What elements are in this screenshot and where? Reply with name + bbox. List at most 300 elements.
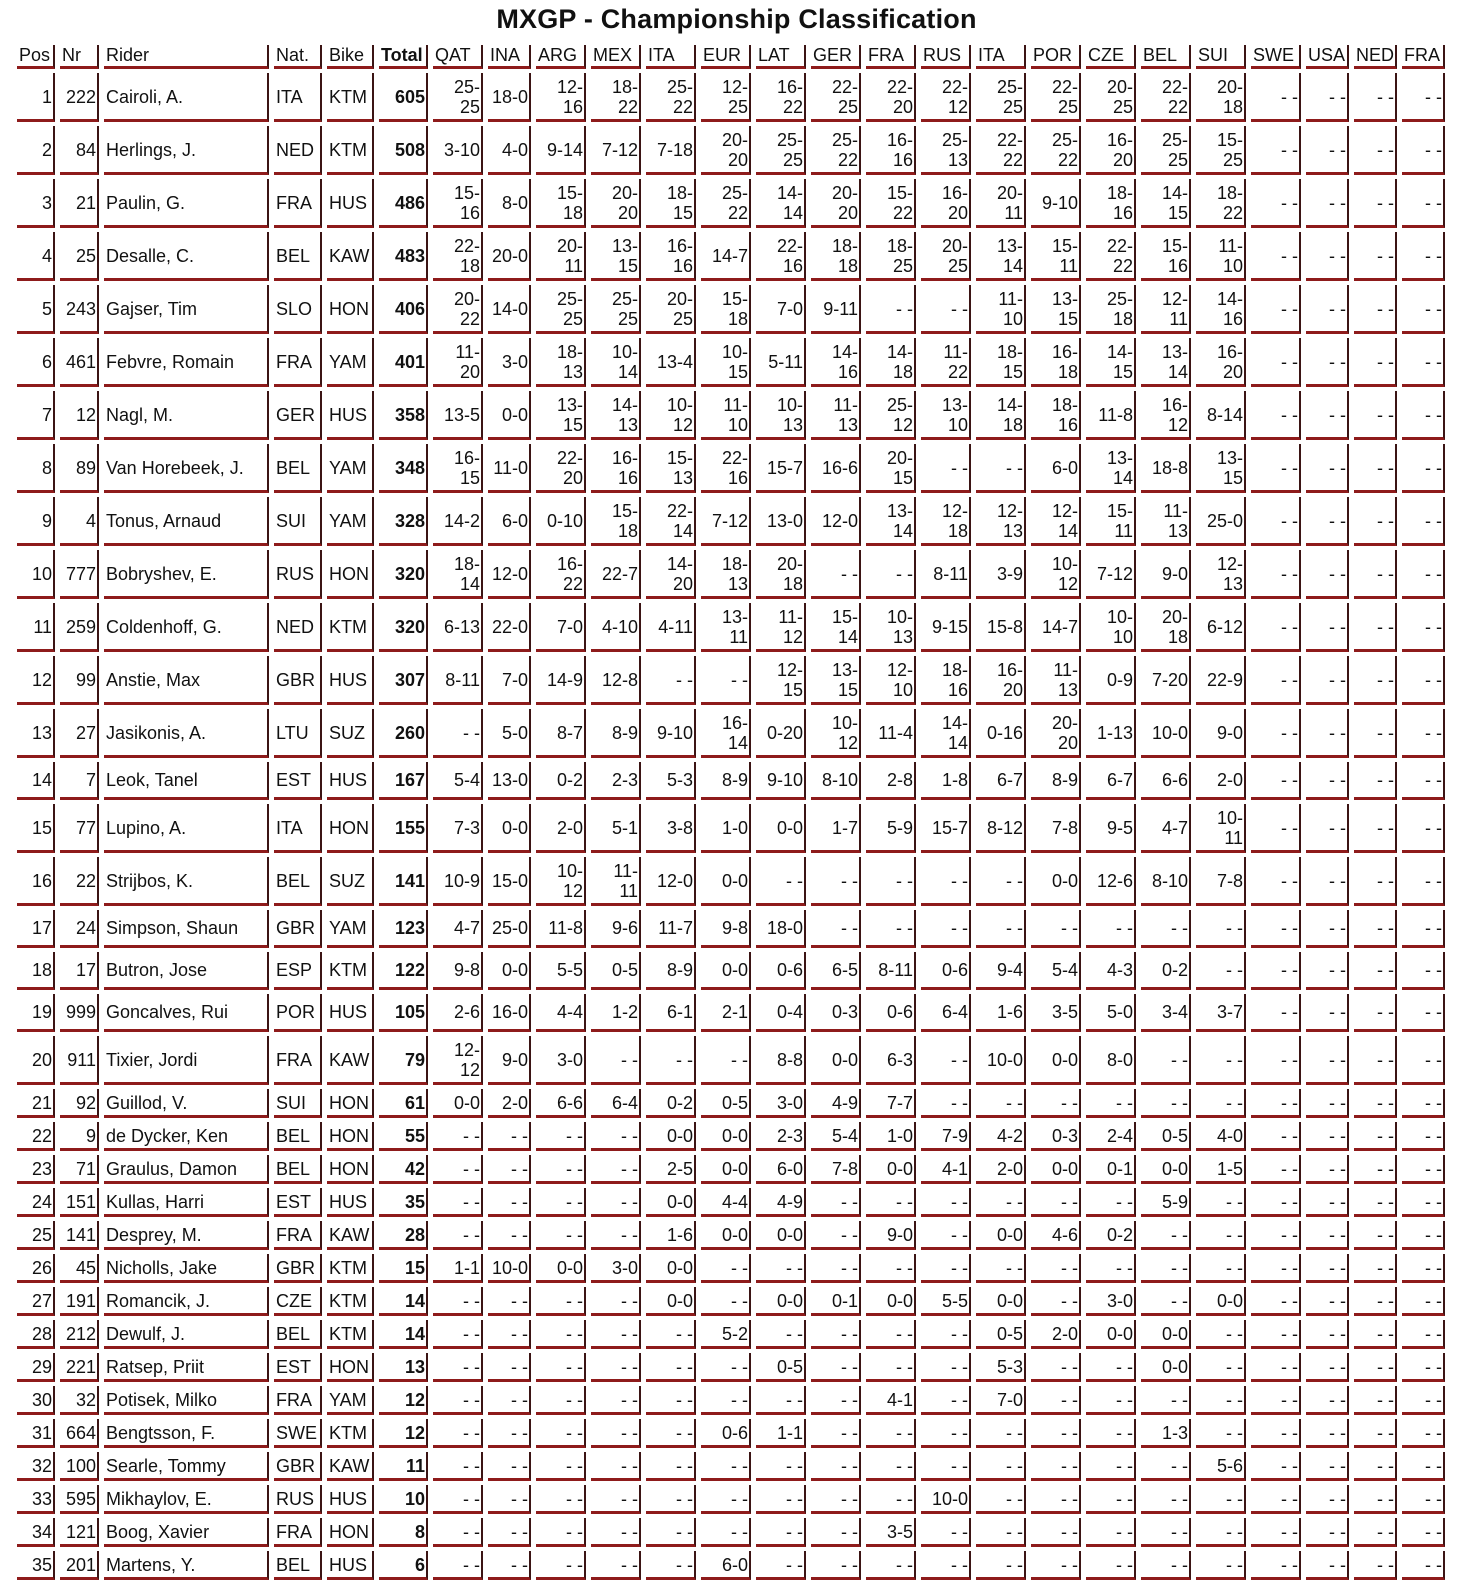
table-row[interactable] (17, 709, 1445, 758)
table-row[interactable] (17, 391, 1445, 440)
round-result-cell (1031, 73, 1081, 122)
round-result-cell: 0-0 (433, 1089, 483, 1118)
round-result-cell: - - (866, 1551, 916, 1580)
round-result-cell (976, 338, 1026, 387)
round-result-cell: - - (536, 1320, 586, 1349)
rider-name-cell: Searle, Tommy (104, 1452, 269, 1481)
round-result-cell: - - (866, 1188, 916, 1217)
round-result-cell: 0-0 (701, 1122, 751, 1151)
round-result-cell: - - (1141, 910, 1191, 948)
page-title: MXGP - Championship Classification (496, 4, 977, 34)
round-result-cell: - - (811, 1518, 861, 1547)
col-header-round[interactable]: LAT (756, 45, 806, 69)
result-first-race: 11- (833, 394, 858, 415)
col-header-round[interactable]: ITA (646, 45, 696, 69)
round-result-cell: 0-0 (1031, 1155, 1081, 1184)
round-result-cell (591, 444, 641, 493)
round-result-cell: 8-0 (1086, 1036, 1136, 1085)
bike-cell: YAM (327, 910, 374, 948)
number-cell: 461 (60, 338, 99, 387)
col-header-round[interactable]: QAT (433, 45, 483, 69)
col-header-round[interactable]: ITA (976, 45, 1026, 69)
result-second-race: 18 (947, 520, 968, 541)
round-result-cell: 2-3 (756, 1122, 806, 1151)
round-result-cell (536, 391, 586, 440)
round-result-cell (811, 232, 861, 281)
result-second-race: 14 (782, 202, 803, 223)
round-result-cell: - - (811, 1551, 861, 1580)
round-result-cell (646, 444, 696, 493)
col-header-round[interactable]: BEL (1141, 45, 1191, 69)
result-first-race: 10- (886, 606, 913, 627)
table-row[interactable] (17, 285, 1445, 334)
round-result-cell: - - (1196, 1419, 1246, 1448)
table-row[interactable] (17, 994, 1445, 1032)
table-row[interactable] (17, 1221, 1445, 1250)
result-first-race: 13- (1051, 288, 1078, 309)
round-result-cell (811, 603, 861, 652)
round-result-cell: 4-9 (811, 1089, 861, 1118)
round-result-cell (1141, 179, 1191, 228)
round-result-cell: 5-0 (1086, 994, 1136, 1032)
round-result-cell: 6-6 (1141, 762, 1191, 800)
round-result-cell: 4-3 (1086, 952, 1136, 990)
table-row[interactable] (17, 126, 1445, 175)
table-row[interactable] (17, 338, 1445, 387)
result-first-race: 13- (1216, 447, 1243, 468)
table-row[interactable] (17, 857, 1445, 906)
round-result-cell: - - (811, 1452, 861, 1481)
nationality-cell: BEL (274, 1551, 322, 1580)
round-result-cell: - - (756, 1518, 806, 1547)
result-second-race: 15 (672, 202, 693, 223)
round-result-cell: 0-0 (488, 391, 531, 440)
round-result-cell: - - (1031, 1254, 1081, 1283)
round-result-cell: - - (488, 1188, 531, 1217)
round-result-cell: - - (1196, 1353, 1246, 1382)
position-cell: 8 (17, 444, 55, 493)
round-result-cell: 3-0 (536, 1036, 586, 1085)
round-result-cell: 9-10 (756, 762, 806, 800)
table-row[interactable] (17, 1155, 1445, 1184)
nationality-cell: NED (274, 126, 322, 175)
round-result-cell: - - (1306, 179, 1349, 228)
rider-name-cell: Strijbos, K. (104, 857, 269, 906)
result-first-race: 20- (1216, 76, 1243, 97)
round-result-cell: - - (1251, 1518, 1301, 1547)
total-points-cell: 12 (379, 1419, 428, 1448)
rider-name-cell: Nagl, M. (104, 391, 269, 440)
result-first-race: 25- (453, 76, 480, 97)
table-row[interactable] (17, 73, 1445, 122)
round-result-cell: 4-7 (433, 910, 483, 948)
col-header-round[interactable]: NED (1354, 45, 1397, 69)
table-row[interactable] (17, 1518, 1445, 1547)
round-result-cell: - - (591, 1036, 641, 1085)
nationality-cell: FRA (274, 1386, 322, 1415)
rider-name-cell: Leok, Tanel (104, 762, 269, 800)
position-cell: 13 (17, 709, 55, 758)
col-header-nat[interactable]: Nat. (274, 45, 322, 69)
col-header-round[interactable]: EUR (701, 45, 751, 69)
result-second-race: 14 (459, 573, 480, 594)
round-result-cell: 8-7 (536, 709, 586, 758)
round-result-cell: - - (1251, 444, 1301, 493)
number-cell: 999 (60, 994, 99, 1032)
bike-cell: YAM (327, 338, 374, 387)
total-points-cell: 328 (379, 497, 428, 546)
number-cell: 12 (60, 391, 99, 440)
round-result-cell (646, 232, 696, 281)
result-first-race: 11- (943, 341, 968, 362)
round-result-cell: 7-7 (866, 1089, 916, 1118)
round-result-cell (701, 285, 751, 334)
round-result-cell: - - (1196, 1320, 1246, 1349)
total-points-cell: 61 (379, 1089, 428, 1118)
round-result-cell: 11-0 (488, 444, 531, 493)
round-result-cell: - - (921, 1221, 971, 1250)
table-row[interactable] (17, 656, 1445, 705)
col-header-round[interactable]: SUI (1196, 45, 1246, 69)
round-result-cell: 3-5 (1031, 994, 1081, 1032)
nationality-cell: SLO (274, 285, 322, 334)
round-result-cell: 6-6 (536, 1089, 586, 1118)
round-result-cell: 2-0 (488, 1089, 531, 1118)
round-result-cell (1086, 232, 1136, 281)
rider-name-cell: Van Horebeek, J. (104, 444, 269, 493)
round-result-cell: - - (536, 1287, 586, 1316)
round-result-cell: - - (1196, 1551, 1246, 1580)
col-header-round[interactable]: INA (488, 45, 531, 69)
round-result-cell: 10-0 (1141, 709, 1191, 758)
round-result-cell: - - (433, 1485, 483, 1514)
round-result-cell: 9-8 (433, 952, 483, 990)
rider-name-cell: Herlings, J. (104, 126, 269, 175)
round-result-cell: 0-3 (811, 994, 861, 1032)
total-points-cell: 320 (379, 603, 428, 652)
result-first-race: 25- (666, 76, 693, 97)
number-cell: 212 (60, 1320, 99, 1349)
round-result-cell: 2-8 (866, 762, 916, 800)
rider-name-cell: Potisek, Milko (104, 1386, 269, 1415)
round-result-cell: 7-8 (1196, 857, 1246, 906)
position-cell: 2 (17, 126, 55, 175)
number-cell: 595 (60, 1485, 99, 1514)
number-cell: 121 (60, 1518, 99, 1547)
number-cell: 99 (60, 656, 99, 705)
round-result-cell (1031, 285, 1081, 334)
round-result-cell: - - (921, 1353, 971, 1382)
result-second-race: 20 (1057, 732, 1078, 753)
round-result-cell: - - (866, 857, 916, 906)
round-result-cell (866, 232, 916, 281)
round-result-cell: - - (1354, 1036, 1397, 1085)
round-result-cell: - - (1354, 709, 1397, 758)
rider-name-cell: Lupino, A. (104, 804, 269, 853)
round-result-cell: - - (1031, 1287, 1081, 1316)
col-header-round[interactable]: MEX (591, 45, 641, 69)
bike-cell: HON (327, 1089, 374, 1118)
round-result-cell: 12-0 (811, 497, 861, 546)
result-first-race: 22- (721, 447, 748, 468)
round-result-cell: - - (1354, 179, 1397, 228)
round-result-cell: - - (1402, 1518, 1445, 1547)
result-second-race: 20 (947, 202, 968, 223)
round-result-cell: - - (866, 285, 916, 334)
table-row[interactable] (17, 232, 1445, 281)
round-result-cell: - - (1306, 444, 1349, 493)
result-second-race: 15 (1222, 467, 1243, 488)
result-first-race: 12- (1161, 288, 1188, 309)
result-first-race: 22- (1161, 76, 1188, 97)
table-row[interactable] (17, 910, 1445, 948)
round-result-cell: 13-0 (488, 762, 531, 800)
round-result-cell (646, 179, 696, 228)
result-second-race: 11 (564, 255, 583, 276)
number-cell: 21 (60, 179, 99, 228)
round-result-cell (591, 338, 641, 387)
round-result-cell: - - (1354, 1485, 1397, 1514)
table-row[interactable] (17, 1452, 1445, 1481)
round-result-cell: 1-8 (921, 762, 971, 800)
number-cell: 777 (60, 550, 99, 599)
round-result-cell (591, 857, 641, 906)
table-row[interactable] (17, 952, 1445, 990)
round-result-cell: 8-8 (756, 1036, 806, 1085)
round-result-cell: - - (1306, 1122, 1349, 1151)
round-result-cell: - - (1402, 1551, 1445, 1580)
round-result-cell: - - (1251, 910, 1301, 948)
result-second-race: 13 (1057, 679, 1078, 700)
table-row[interactable] (17, 1287, 1445, 1316)
col-header-rider[interactable]: Rider (104, 45, 269, 69)
result-first-race: 25- (556, 288, 583, 309)
round-result-cell: - - (1141, 1518, 1191, 1547)
result-first-race: 25- (776, 129, 803, 150)
round-result-cell: 7-12 (591, 126, 641, 175)
table-row[interactable] (17, 497, 1445, 546)
round-result-cell: 0-20 (756, 709, 806, 758)
table-row[interactable] (17, 1320, 1445, 1349)
round-result-cell: - - (1402, 1452, 1445, 1481)
round-result-cell: 5-6 (1196, 1452, 1246, 1481)
round-result-cell: 8-9 (591, 709, 641, 758)
col-header-round[interactable]: POR (1031, 45, 1081, 69)
round-result-cell: - - (1402, 391, 1445, 440)
round-result-cell: - - (1086, 1353, 1136, 1382)
round-result-cell: - - (811, 550, 861, 599)
position-cell: 26 (17, 1254, 55, 1283)
round-result-cell: 9-11 (811, 285, 861, 334)
round-result-cell: 1-0 (701, 804, 751, 853)
col-header-round[interactable]: CZE (1086, 45, 1136, 69)
result-first-race: 13- (941, 394, 968, 415)
result-second-race: 14 (1002, 255, 1023, 276)
rider-name-cell: Guillod, V. (104, 1089, 269, 1118)
round-result-cell: - - (1402, 338, 1445, 387)
round-result-cell: 0-0 (701, 1221, 751, 1250)
round-result-cell: - - (488, 1320, 531, 1349)
col-header-pos[interactable]: Pos (17, 45, 55, 69)
table-row[interactable] (17, 1036, 1445, 1085)
nationality-cell: EST (274, 1188, 322, 1217)
bike-cell: KTM (327, 1320, 374, 1349)
result-second-race: 22 (1112, 255, 1133, 276)
round-result-cell: - - (646, 1036, 696, 1085)
table-row[interactable] (17, 762, 1445, 800)
round-result-cell: - - (1354, 762, 1397, 800)
col-header-round[interactable]: GER (811, 45, 861, 69)
round-result-cell: 6-5 (811, 952, 861, 990)
round-result-cell: - - (1306, 952, 1349, 990)
round-result-cell (866, 338, 916, 387)
result-second-race: 14 (1112, 467, 1133, 488)
col-header-round[interactable]: ARG (536, 45, 586, 69)
round-result-cell: - - (646, 1518, 696, 1547)
position-cell: 32 (17, 1452, 55, 1481)
number-cell: 45 (60, 1254, 99, 1283)
col-header-round[interactable]: USA (1306, 45, 1349, 69)
round-result-cell: 0-0 (1141, 1353, 1191, 1382)
table-row[interactable] (17, 1485, 1445, 1514)
number-cell: 4 (60, 497, 99, 546)
table-body (17, 73, 1445, 1580)
table-row[interactable] (17, 550, 1445, 599)
result-first-race: 15- (453, 182, 480, 203)
table-row[interactable] (17, 1419, 1445, 1448)
round-result-cell: - - (433, 1188, 483, 1217)
round-result-cell: - - (1251, 994, 1301, 1032)
round-result-cell: - - (1251, 1155, 1301, 1184)
round-result-cell (921, 73, 971, 122)
classification-table (12, 41, 1450, 1584)
result-second-race: 13 (1167, 520, 1188, 541)
round-result-cell: 11-8 (1086, 391, 1136, 440)
table-row[interactable] (17, 444, 1445, 493)
table-row[interactable] (17, 179, 1445, 228)
result-second-race: 18 (782, 573, 803, 594)
result-first-race: 18- (611, 76, 638, 97)
number-cell: 664 (60, 1419, 99, 1448)
total-points-cell: 508 (379, 126, 428, 175)
number-cell: 71 (60, 1155, 99, 1184)
position-cell: 24 (17, 1188, 55, 1217)
round-result-cell (701, 603, 751, 652)
round-result-cell: - - (1196, 1518, 1246, 1547)
result-second-race: 10 (892, 679, 913, 700)
round-result-cell (1086, 126, 1136, 175)
rider-name-cell: Goncalves, Rui (104, 994, 269, 1032)
col-header-round[interactable]: FRA (866, 45, 916, 69)
col-header-bike[interactable]: Bike (327, 45, 374, 69)
table-row[interactable] (17, 1353, 1445, 1382)
number-cell: 84 (60, 126, 99, 175)
position-cell: 25 (17, 1221, 55, 1250)
table-row[interactable] (17, 1089, 1445, 1118)
round-result-cell: 3-0 (591, 1254, 641, 1283)
round-result-cell: - - (976, 1551, 1026, 1580)
round-result-cell (1086, 497, 1136, 546)
round-result-cell: 16-6 (811, 444, 861, 493)
result-first-race: 25- (886, 394, 913, 415)
result-first-race: 16- (776, 76, 803, 97)
position-cell: 1 (17, 73, 55, 122)
result-second-race: 18 (1167, 626, 1188, 647)
result-first-race: 12- (453, 1039, 480, 1060)
round-result-cell: - - (921, 1254, 971, 1283)
result-second-race: 14 (727, 732, 748, 753)
col-header-nr[interactable]: Nr (60, 45, 99, 69)
round-result-cell: 18-0 (756, 910, 806, 948)
round-result-cell: - - (1354, 1089, 1397, 1118)
total-points-cell: 11 (379, 1452, 428, 1481)
round-result-cell: 1-3 (1141, 1419, 1191, 1448)
result-first-race: 11- (778, 606, 803, 627)
result-second-race: 22 (1167, 96, 1188, 117)
nationality-cell: FRA (274, 1518, 322, 1547)
table-row[interactable] (17, 1551, 1445, 1580)
table-row[interactable] (17, 1254, 1445, 1283)
round-result-cell: 2-0 (536, 804, 586, 853)
table-row[interactable] (17, 603, 1445, 652)
round-result-cell (921, 391, 971, 440)
round-result-cell: - - (1086, 1452, 1136, 1481)
round-result-cell: - - (1402, 603, 1445, 652)
round-result-cell (591, 285, 641, 334)
round-result-cell: - - (433, 1551, 483, 1580)
result-second-race: 18 (727, 308, 748, 329)
col-header-round[interactable]: FRA (1402, 45, 1445, 69)
round-result-cell: - - (536, 1551, 586, 1580)
round-result-cell (866, 391, 916, 440)
round-result-cell: - - (1086, 1551, 1136, 1580)
rider-name-cell: Febvre, Romain (104, 338, 269, 387)
result-second-race: 22 (782, 96, 803, 117)
result-first-race: 25- (1106, 288, 1133, 309)
round-result-cell: - - (1196, 1188, 1246, 1217)
round-result-cell: - - (1306, 857, 1349, 906)
col-header-round[interactable]: SWE (1251, 45, 1301, 69)
rider-name-cell: Mikhaylov, E. (104, 1485, 269, 1514)
result-second-race: 20 (1222, 361, 1243, 382)
result-first-race: 18- (1216, 182, 1243, 203)
table-row[interactable] (17, 1122, 1445, 1151)
result-first-race: 22- (886, 76, 913, 97)
table-row[interactable] (17, 1386, 1445, 1415)
result-second-race: 20 (837, 202, 858, 223)
bike-cell: SUZ (327, 709, 374, 758)
result-first-race: 15- (1106, 500, 1133, 521)
table-row[interactable] (17, 1188, 1445, 1217)
round-result-cell: - - (866, 910, 916, 948)
col-header-round[interactable]: RUS (921, 45, 971, 69)
round-result-cell: - - (811, 910, 861, 948)
result-first-race: 15- (831, 606, 858, 627)
round-result-cell (1031, 232, 1081, 281)
round-result-cell: 0-5 (701, 1089, 751, 1118)
round-result-cell: - - (1251, 1551, 1301, 1580)
round-result-cell: - - (433, 1452, 483, 1481)
table-row[interactable] (17, 804, 1445, 853)
round-result-cell: - - (866, 1419, 916, 1448)
round-result-cell: - - (488, 1485, 531, 1514)
round-result-cell: 0-0 (701, 857, 751, 906)
position-cell: 22 (17, 1122, 55, 1151)
round-result-cell: - - (756, 857, 806, 906)
round-result-cell: 8-11 (433, 656, 483, 705)
col-header-total[interactable]: Total (379, 45, 428, 69)
round-result-cell: 0-0 (646, 1287, 696, 1316)
